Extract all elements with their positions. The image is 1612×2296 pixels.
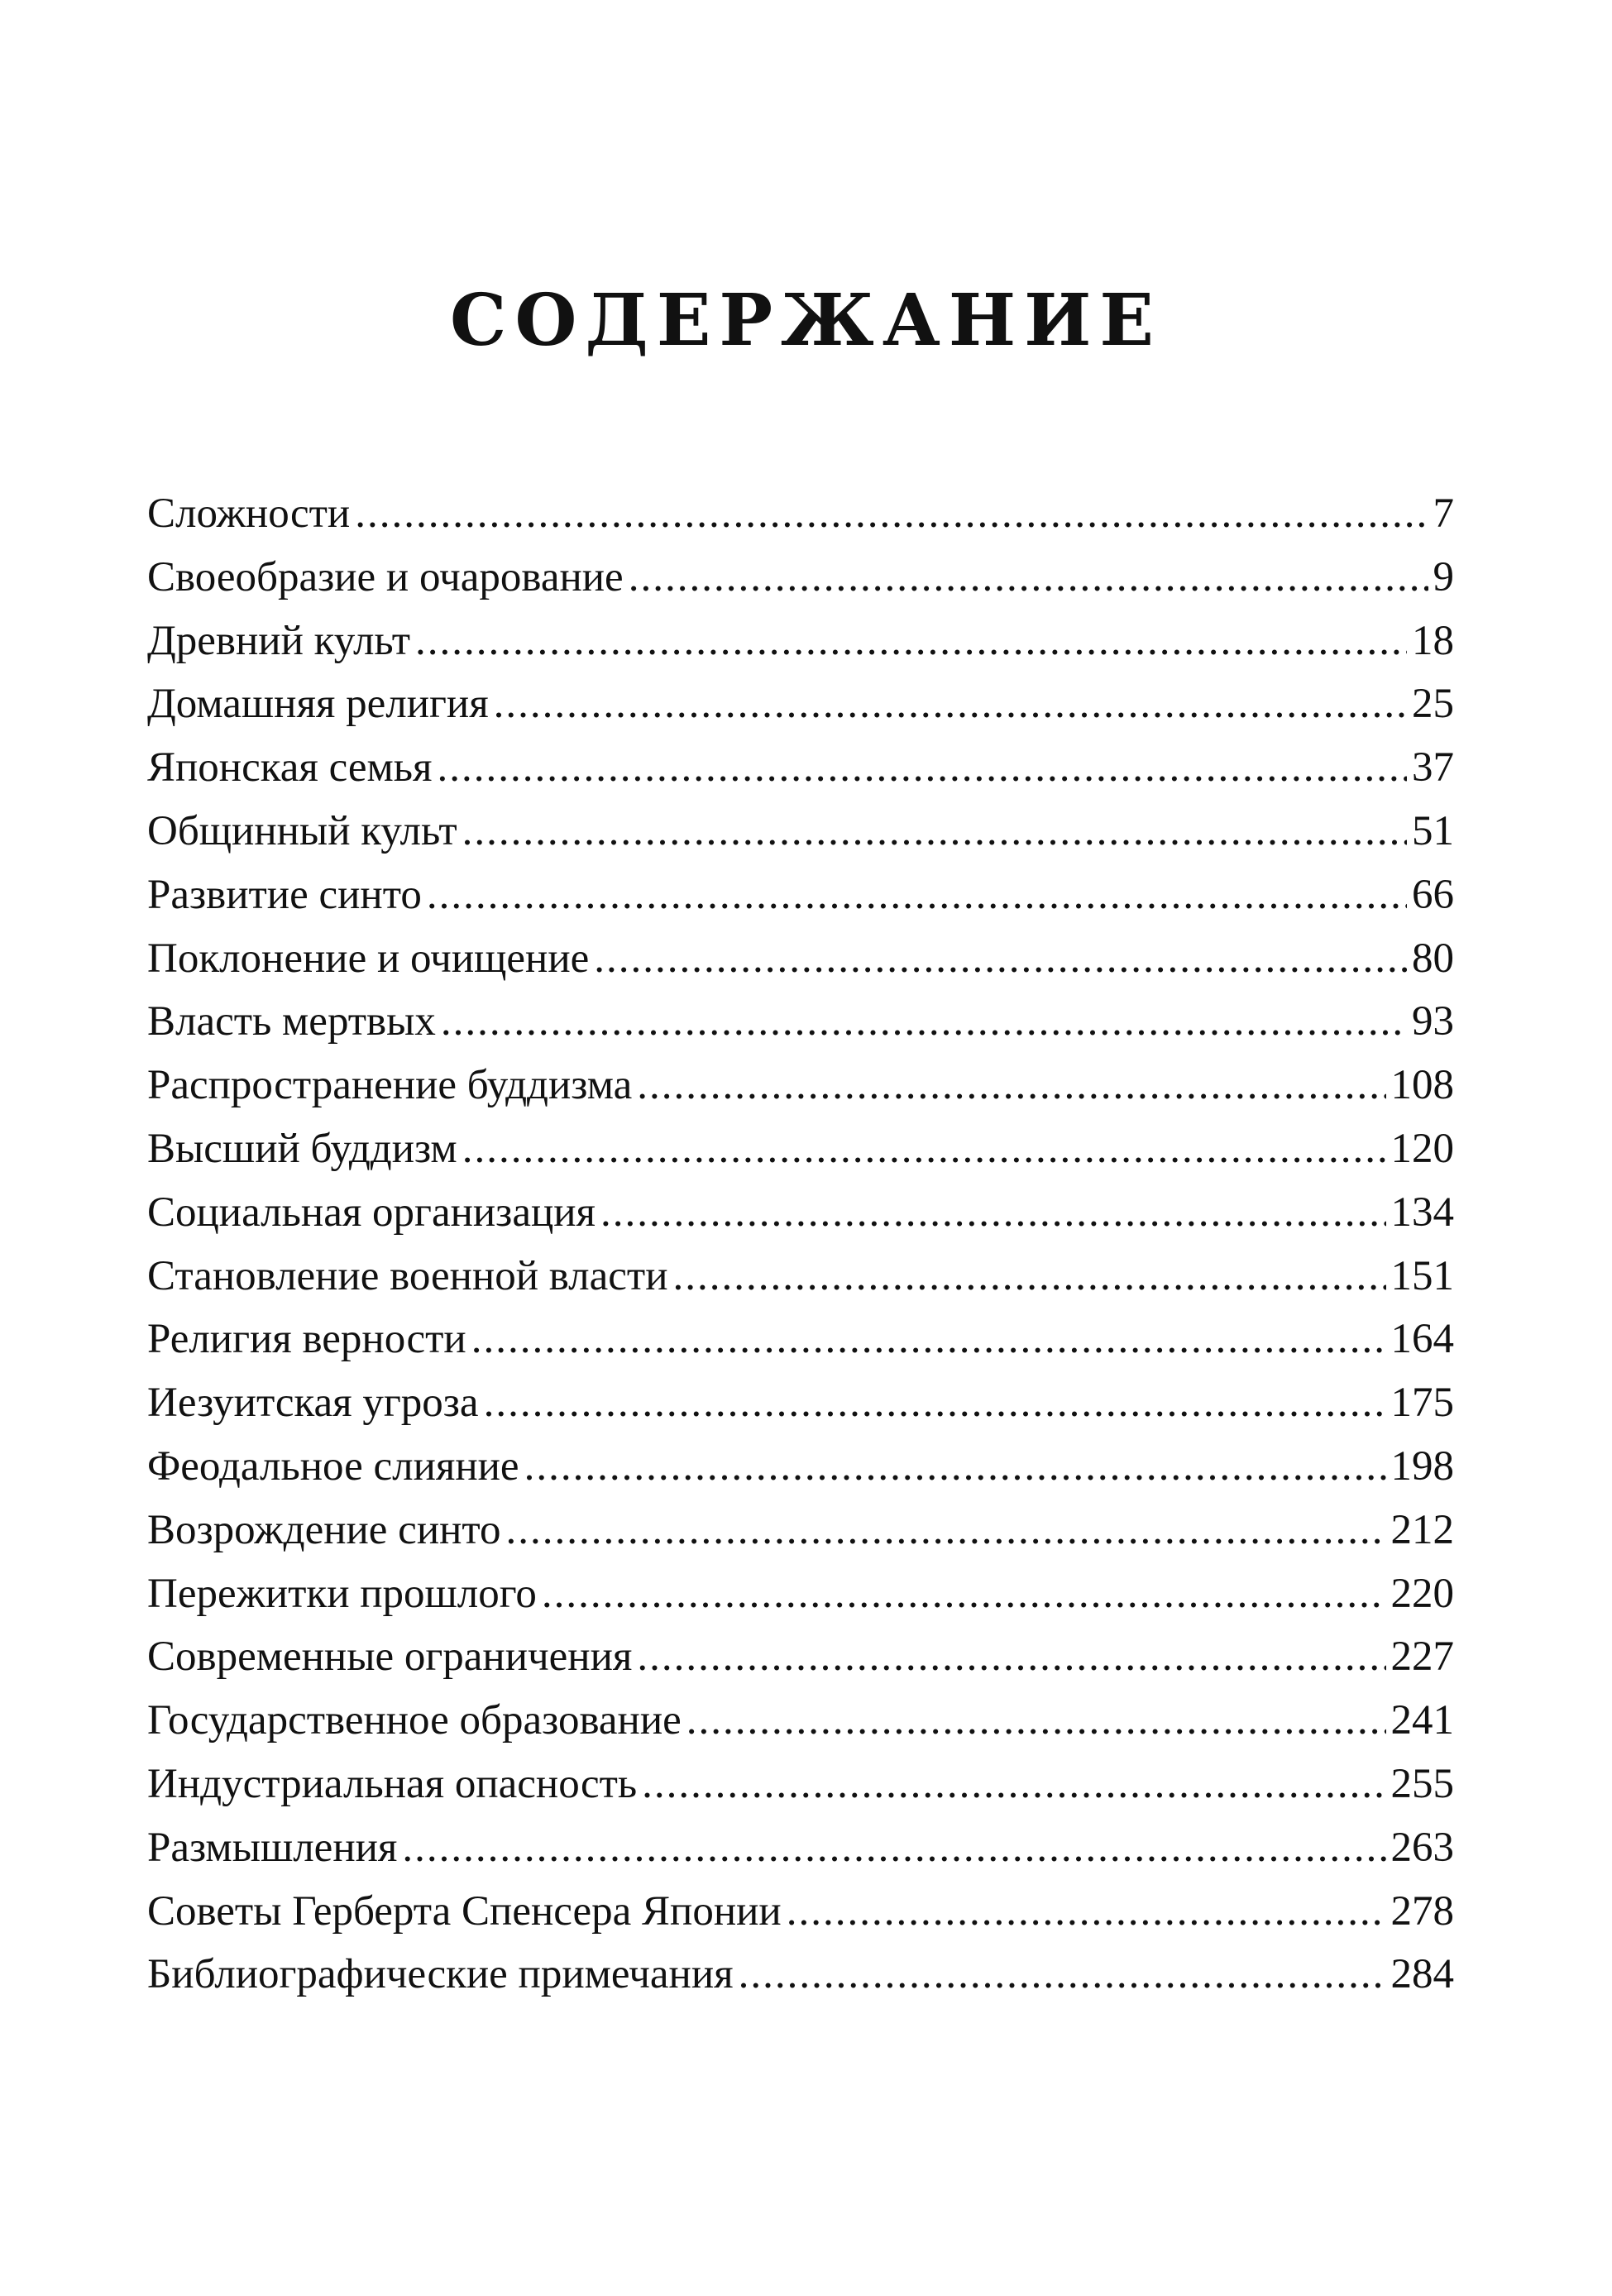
- toc-entry-page: 80: [1412, 935, 1454, 982]
- toc-entry-title: Возрождение синто: [147, 1506, 501, 1553]
- toc-entry-page: 198: [1390, 1442, 1454, 1490]
- dot-leader: [739, 1943, 1386, 2007]
- dot-leader: [600, 1181, 1386, 1245]
- toc-entry-title: Японская семья: [147, 744, 433, 792]
- toc-entry-title: Индустриальная опасность: [147, 1760, 638, 1807]
- toc-entry-page: 227: [1390, 1634, 1454, 1681]
- toc-entry-page: 212: [1390, 1506, 1454, 1553]
- toc-entry-page: 220: [1390, 1570, 1454, 1617]
- toc-entry: [147, 1308, 1454, 1371]
- dot-leader: [441, 990, 1407, 1054]
- toc-entry-page: 25: [1412, 681, 1454, 728]
- dot-leader: [355, 482, 1428, 546]
- toc-entry: [147, 482, 1454, 546]
- dot-leader: [471, 1308, 1386, 1371]
- toc-entry-title: Социальная организация: [147, 1189, 596, 1236]
- toc-entry: [147, 546, 1454, 610]
- dot-leader: [672, 1245, 1385, 1308]
- toc-entry: [147, 990, 1454, 1054]
- dot-leader: [462, 800, 1407, 863]
- toc-entry-page: 108: [1390, 1062, 1454, 1109]
- toc-entry-page: 66: [1412, 871, 1454, 918]
- toc-entry-page: 51: [1412, 807, 1454, 854]
- toc-entry-title: Развитие синто: [147, 871, 422, 918]
- toc-entry: [147, 1371, 1454, 1435]
- toc-entry-title: Государственное образование: [147, 1697, 682, 1744]
- toc-entry: [147, 927, 1454, 991]
- dot-leader: [542, 1562, 1386, 1626]
- page-title: СОДЕРЖАНИЕ: [450, 279, 1162, 362]
- toc-entry: [147, 1054, 1454, 1117]
- toc-entry-title: Становление военной власти: [147, 1252, 668, 1299]
- toc-entry: [147, 1943, 1454, 2007]
- toc-entry-title: Поклонение и очищение: [147, 935, 590, 982]
- toc-entry-page: 18: [1412, 617, 1454, 664]
- dot-leader: [462, 1117, 1386, 1181]
- toc-entry: [147, 1245, 1454, 1308]
- toc-entry: [147, 1753, 1454, 1816]
- toc-entry: [147, 800, 1454, 863]
- toc-entry-title: Пережитки прошлого: [147, 1570, 537, 1617]
- dot-leader: [506, 1499, 1386, 1562]
- toc-entry-title: Древний культ: [147, 617, 411, 664]
- toc-entry-title: Власть мертвых: [147, 998, 436, 1045]
- toc-entry-page: 7: [1433, 490, 1454, 537]
- toc-entry-page: 134: [1390, 1189, 1454, 1236]
- toc-entry-page: 93: [1412, 998, 1454, 1045]
- toc-entry-title: Высший буддизм: [147, 1125, 457, 1172]
- toc-entry: [147, 1562, 1454, 1626]
- toc-entry-title: Сложности: [147, 490, 351, 537]
- toc-entry: [147, 1689, 1454, 1753]
- toc-entry-title: Современные ограничения: [147, 1634, 633, 1681]
- toc-entry-title: Иезуитская угроза: [147, 1380, 479, 1427]
- dot-leader: [787, 1880, 1386, 1944]
- toc-entry-page: 175: [1390, 1380, 1454, 1427]
- dot-leader: [642, 1753, 1385, 1816]
- toc-entry: [147, 1880, 1454, 1944]
- toc-entry: [147, 1499, 1454, 1562]
- toc-entry: [147, 863, 1454, 927]
- toc-entry-page: 151: [1390, 1252, 1454, 1299]
- dot-leader: [427, 863, 1407, 927]
- toc-entry-page: 255: [1390, 1760, 1454, 1807]
- toc-entry-page: 263: [1390, 1824, 1454, 1871]
- toc-entry: [147, 1117, 1454, 1181]
- dot-leader: [437, 736, 1407, 800]
- toc-entry-page: 241: [1390, 1697, 1454, 1744]
- table-of-contents: [147, 482, 1454, 2007]
- toc-entry: [147, 736, 1454, 800]
- toc-entry-page: 120: [1390, 1125, 1454, 1172]
- dot-leader: [494, 672, 1407, 736]
- dot-leader: [402, 1816, 1385, 1880]
- toc-entry: [147, 1435, 1454, 1499]
- dot-leader: [637, 1625, 1385, 1689]
- toc-entry: [147, 1181, 1454, 1245]
- toc-entry: [147, 1625, 1454, 1689]
- toc-entry-page: 37: [1412, 744, 1454, 792]
- toc-entry-page: 164: [1390, 1316, 1454, 1363]
- dot-leader: [415, 610, 1407, 673]
- toc-entry: [147, 1816, 1454, 1880]
- toc-entry: [147, 610, 1454, 673]
- toc-entry-title: Своеобразие и очарование: [147, 553, 624, 600]
- toc-entry-page: 9: [1433, 553, 1454, 600]
- toc-entry: [147, 672, 1454, 736]
- dot-leader: [637, 1054, 1385, 1117]
- toc-entry-title: Размышления: [147, 1824, 398, 1871]
- dot-leader: [686, 1689, 1386, 1753]
- dot-leader: [594, 927, 1407, 991]
- toc-entry-title: Общинный культ: [147, 807, 457, 854]
- dot-leader: [629, 546, 1428, 610]
- toc-entry-title: Библиографические примечания: [147, 1951, 734, 1998]
- toc-entry-page: 278: [1390, 1887, 1454, 1935]
- dot-leader: [524, 1435, 1386, 1499]
- toc-entry-title: Домашняя религия: [147, 681, 489, 728]
- toc-entry-title: Советы Герберта Спенсера Японии: [147, 1887, 782, 1935]
- toc-entry-page: 284: [1390, 1951, 1454, 1998]
- toc-entry-title: Феодальное слияние: [147, 1442, 519, 1490]
- toc-entry-title: Религия верности: [147, 1316, 466, 1363]
- toc-entry-title: Распространение буддизма: [147, 1062, 633, 1109]
- dot-leader: [484, 1371, 1386, 1435]
